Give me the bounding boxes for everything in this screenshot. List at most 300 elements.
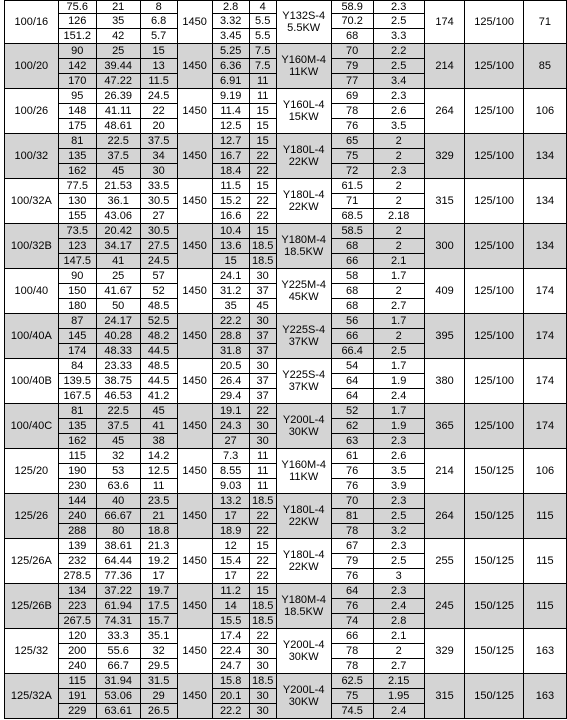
head-cell: 6.8 bbox=[140, 14, 177, 29]
head-cell: 19.7 bbox=[140, 584, 177, 599]
table-row bbox=[5, 449, 567, 464]
flow-ls-cell: 64.44 bbox=[96, 554, 140, 569]
flow-m3h-cell: 135 bbox=[58, 149, 96, 164]
head-cell: 52.5 bbox=[140, 314, 177, 329]
speed-cell: 1450 bbox=[177, 179, 212, 224]
shaft-power-cell: 29.4 bbox=[212, 389, 249, 404]
table-row bbox=[5, 404, 567, 419]
flow-ls-cell: 39.44 bbox=[96, 59, 140, 74]
flange-cell: 125/100 bbox=[465, 359, 523, 404]
flange-cell: 125/100 bbox=[465, 179, 523, 224]
head-cell: 44.5 bbox=[140, 374, 177, 389]
shaft-power-cell: 11.4 bbox=[212, 104, 249, 119]
shaft-power-cell: 9.03 bbox=[212, 479, 249, 494]
extra-value-cell: 134 bbox=[523, 179, 566, 224]
motor-power-label: 22KW bbox=[288, 156, 319, 168]
pump-spec-table bbox=[4, 0, 567, 719]
model-cell: 100/32 bbox=[5, 134, 59, 179]
efficiency-cell: 52 bbox=[331, 404, 373, 419]
head-cell: 17.5 bbox=[140, 599, 177, 614]
motor-cell bbox=[276, 449, 331, 494]
flow-m3h-cell: 84 bbox=[58, 359, 96, 374]
motor-type-label: Y180M-4 bbox=[281, 594, 326, 606]
flow-ls-cell: 63.61 bbox=[96, 704, 140, 719]
flow-m3h-cell: 200 bbox=[58, 644, 96, 659]
npsh-cell: 2.2 bbox=[373, 44, 424, 59]
efficiency-cell: 64 bbox=[331, 584, 373, 599]
motor-power-label: 30KW bbox=[288, 696, 319, 708]
npsh-cell: 2 bbox=[373, 194, 424, 209]
efficiency-cell: 75 bbox=[331, 149, 373, 164]
flange-cell: 150/125 bbox=[465, 629, 523, 674]
motor-kw-cell: 18.5 bbox=[249, 254, 276, 269]
flange-cell: 125/100 bbox=[465, 1, 523, 44]
shaft-power-cell: 2.8 bbox=[212, 1, 249, 14]
model-cell: 125/20 bbox=[5, 449, 59, 494]
motor-kw-cell: 15 bbox=[249, 584, 276, 599]
efficiency-cell: 72 bbox=[331, 164, 373, 179]
flow-m3h-cell: 126 bbox=[58, 14, 96, 29]
flange-cell: 150/125 bbox=[465, 539, 523, 584]
table-row bbox=[5, 494, 567, 509]
flow-ls-cell: 24.17 bbox=[96, 314, 140, 329]
motor-type-label: Y200L-4 bbox=[282, 684, 325, 696]
motor-kw-cell: 22 bbox=[249, 194, 276, 209]
weight-cell: 245 bbox=[424, 584, 465, 629]
model-cell: 125/26A bbox=[5, 539, 59, 584]
motor-power-label: 45KW bbox=[288, 291, 319, 303]
head-cell: 30 bbox=[140, 164, 177, 179]
speed-cell: 1450 bbox=[177, 44, 212, 89]
efficiency-cell: 56 bbox=[331, 314, 373, 329]
flow-ls-cell: 31.94 bbox=[96, 674, 140, 689]
weight-cell: 329 bbox=[424, 134, 465, 179]
efficiency-cell: 79 bbox=[331, 59, 373, 74]
head-cell: 24.5 bbox=[140, 89, 177, 104]
shaft-power-cell: 17.4 bbox=[212, 629, 249, 644]
motor-kw-cell: 15 bbox=[249, 224, 276, 239]
flow-m3h-cell: 278.5 bbox=[58, 569, 96, 584]
motor-kw-cell: 11 bbox=[249, 449, 276, 464]
motor-cell bbox=[276, 314, 331, 359]
npsh-cell: 2.4 bbox=[373, 704, 424, 719]
efficiency-cell: 76 bbox=[331, 479, 373, 494]
flow-ls-cell: 66.7 bbox=[96, 659, 140, 674]
head-cell: 48.5 bbox=[140, 359, 177, 374]
speed-cell: 1450 bbox=[177, 134, 212, 179]
shaft-power-cell: 10.4 bbox=[212, 224, 249, 239]
flow-ls-cell: 43.06 bbox=[96, 209, 140, 224]
flow-m3h-cell: 123 bbox=[58, 239, 96, 254]
npsh-cell: 1.9 bbox=[373, 374, 424, 389]
shaft-power-cell: 5.25 bbox=[212, 44, 249, 59]
head-cell: 11.5 bbox=[140, 74, 177, 89]
shaft-power-cell: 16.6 bbox=[212, 209, 249, 224]
efficiency-cell: 64 bbox=[331, 374, 373, 389]
motor-kw-cell: 22 bbox=[249, 404, 276, 419]
weight-cell: 315 bbox=[424, 674, 465, 719]
flow-ls-cell: 77.36 bbox=[96, 569, 140, 584]
motor-type-label: Y180L-4 bbox=[282, 189, 325, 201]
flow-m3h-cell: 75.6 bbox=[58, 1, 96, 14]
motor-kw-cell: 30 bbox=[249, 689, 276, 704]
flow-m3h-cell: 267.5 bbox=[58, 614, 96, 629]
motor-kw-cell: 22 bbox=[249, 164, 276, 179]
extra-value-cell: 163 bbox=[523, 629, 566, 674]
npsh-cell: 1.95 bbox=[373, 689, 424, 704]
flow-ls-cell: 32 bbox=[96, 449, 140, 464]
shaft-power-cell: 3.32 bbox=[212, 14, 249, 29]
flow-m3h-cell: 139.5 bbox=[58, 374, 96, 389]
motor-kw-cell: 30 bbox=[249, 359, 276, 374]
head-cell: 37.5 bbox=[140, 134, 177, 149]
head-cell: 48.5 bbox=[140, 299, 177, 314]
flow-m3h-cell: 115 bbox=[58, 674, 96, 689]
motor-kw-cell: 22 bbox=[249, 149, 276, 164]
efficiency-cell: 78 bbox=[331, 104, 373, 119]
speed-cell: 1450 bbox=[177, 269, 212, 314]
extra-value-cell: 71 bbox=[523, 1, 566, 44]
head-cell: 22 bbox=[140, 104, 177, 119]
motor-type-label: Y200L-4 bbox=[282, 414, 325, 426]
motor-kw-cell: 30 bbox=[249, 269, 276, 284]
flow-ls-cell: 41.11 bbox=[96, 104, 140, 119]
efficiency-cell: 68 bbox=[331, 299, 373, 314]
npsh-cell: 3.9 bbox=[373, 479, 424, 494]
efficiency-cell: 70 bbox=[331, 44, 373, 59]
efficiency-cell: 76 bbox=[331, 569, 373, 584]
flange-cell: 125/100 bbox=[465, 89, 523, 134]
flow-ls-cell: 38.61 bbox=[96, 539, 140, 554]
motor-kw-cell: 5.5 bbox=[249, 29, 276, 44]
motor-cell bbox=[276, 584, 331, 629]
model-cell: 125/26 bbox=[5, 494, 59, 539]
npsh-cell: 2.5 bbox=[373, 509, 424, 524]
efficiency-cell: 68 bbox=[331, 29, 373, 44]
flow-m3h-cell: 162 bbox=[58, 434, 96, 449]
table-row bbox=[5, 674, 567, 689]
weight-cell: 214 bbox=[424, 44, 465, 89]
flow-ls-cell: 63.6 bbox=[96, 479, 140, 494]
shaft-power-cell: 22.2 bbox=[212, 314, 249, 329]
shaft-power-cell: 35 bbox=[212, 299, 249, 314]
motor-kw-cell: 4 bbox=[249, 1, 276, 14]
motor-type-label: Y225S-4 bbox=[282, 369, 326, 381]
motor-cell bbox=[276, 89, 331, 134]
head-cell: 57 bbox=[140, 269, 177, 284]
flow-ls-cell: 37.5 bbox=[96, 419, 140, 434]
extra-value-cell: 174 bbox=[523, 269, 566, 314]
model-cell: 125/26B bbox=[5, 584, 59, 629]
motor-type-label: Y180M-4 bbox=[281, 234, 326, 246]
shaft-power-cell: 14 bbox=[212, 599, 249, 614]
shaft-power-cell: 6.36 bbox=[212, 59, 249, 74]
speed-cell: 1450 bbox=[177, 674, 212, 719]
weight-cell: 214 bbox=[424, 449, 465, 494]
speed-cell: 1450 bbox=[177, 629, 212, 674]
extra-value-cell: 106 bbox=[523, 449, 566, 494]
flow-ls-cell: 20.42 bbox=[96, 224, 140, 239]
flow-ls-cell: 25 bbox=[96, 44, 140, 59]
shaft-power-cell: 28.8 bbox=[212, 329, 249, 344]
table-row bbox=[5, 134, 567, 149]
flow-m3h-cell: 180 bbox=[58, 299, 96, 314]
flow-ls-cell: 33.3 bbox=[96, 629, 140, 644]
motor-kw-cell: 5.5 bbox=[249, 14, 276, 29]
efficiency-cell: 78 bbox=[331, 524, 373, 539]
motor-cell bbox=[276, 134, 331, 179]
weight-cell: 300 bbox=[424, 224, 465, 269]
extra-value-cell: 174 bbox=[523, 314, 566, 359]
npsh-cell: 2.4 bbox=[373, 599, 424, 614]
flow-ls-cell: 48.33 bbox=[96, 344, 140, 359]
shaft-power-cell: 15.2 bbox=[212, 194, 249, 209]
motor-power-label: 11KW bbox=[289, 471, 319, 483]
motor-kw-cell: 22 bbox=[249, 554, 276, 569]
motor-type-label: Y160M-4 bbox=[281, 459, 326, 471]
flange-cell: 125/100 bbox=[465, 134, 523, 179]
shaft-power-cell: 20.5 bbox=[212, 359, 249, 374]
head-cell: 15.7 bbox=[140, 614, 177, 629]
motor-kw-cell: 15 bbox=[249, 119, 276, 134]
flow-ls-cell: 37.22 bbox=[96, 584, 140, 599]
motor-type-label: Y180L-4 bbox=[282, 549, 325, 561]
npsh-cell: 2.8 bbox=[373, 614, 424, 629]
efficiency-cell: 70.2 bbox=[331, 14, 373, 29]
shaft-power-cell: 19.1 bbox=[212, 404, 249, 419]
efficiency-cell: 68.5 bbox=[331, 209, 373, 224]
table-row bbox=[5, 89, 567, 104]
head-cell: 11 bbox=[140, 479, 177, 494]
flow-ls-cell: 34.17 bbox=[96, 239, 140, 254]
motor-kw-cell: 7.5 bbox=[249, 44, 276, 59]
table-row bbox=[5, 629, 567, 644]
shaft-power-cell: 6.91 bbox=[212, 74, 249, 89]
speed-cell: 1450 bbox=[177, 359, 212, 404]
npsh-cell: 2.7 bbox=[373, 659, 424, 674]
motor-power-label: 15KW bbox=[288, 111, 319, 123]
flow-ls-cell: 21.53 bbox=[96, 179, 140, 194]
extra-value-cell: 85 bbox=[523, 44, 566, 89]
motor-power-label: 37KW bbox=[288, 336, 319, 348]
motor-kw-cell: 22 bbox=[249, 524, 276, 539]
npsh-cell: 2.5 bbox=[373, 554, 424, 569]
flow-ls-cell: 26.39 bbox=[96, 89, 140, 104]
table-row bbox=[5, 224, 567, 239]
flow-m3h-cell: 229 bbox=[58, 704, 96, 719]
npsh-cell: 2.4 bbox=[373, 389, 424, 404]
motor-cell bbox=[276, 269, 331, 314]
motor-kw-cell: 30 bbox=[249, 434, 276, 449]
table-row bbox=[5, 1, 567, 14]
weight-cell: 174 bbox=[424, 1, 465, 44]
speed-cell: 1450 bbox=[177, 89, 212, 134]
shaft-power-cell: 16.7 bbox=[212, 149, 249, 164]
efficiency-cell: 75 bbox=[331, 689, 373, 704]
shaft-power-cell: 22.4 bbox=[212, 644, 249, 659]
table-row bbox=[5, 269, 567, 284]
head-cell: 26.5 bbox=[140, 704, 177, 719]
extra-value-cell: 115 bbox=[523, 584, 566, 629]
motor-cell bbox=[276, 44, 331, 89]
shaft-power-cell: 18.9 bbox=[212, 524, 249, 539]
motor-type-label: Y200L-4 bbox=[282, 639, 325, 651]
flow-ls-cell: 66.67 bbox=[96, 509, 140, 524]
flow-m3h-cell: 148 bbox=[58, 104, 96, 119]
shaft-power-cell: 12.5 bbox=[212, 119, 249, 134]
shaft-power-cell: 7.3 bbox=[212, 449, 249, 464]
flow-m3h-cell: 142 bbox=[58, 59, 96, 74]
shaft-power-cell: 15.4 bbox=[212, 554, 249, 569]
shaft-power-cell: 3.45 bbox=[212, 29, 249, 44]
motor-kw-cell: 22 bbox=[249, 569, 276, 584]
flow-ls-cell: 41 bbox=[96, 254, 140, 269]
motor-kw-cell: 22 bbox=[249, 629, 276, 644]
table-row bbox=[5, 314, 567, 329]
efficiency-cell: 54 bbox=[331, 359, 373, 374]
table-row bbox=[5, 584, 567, 599]
head-cell: 19.2 bbox=[140, 554, 177, 569]
npsh-cell: 1.7 bbox=[373, 314, 424, 329]
motor-power-label: 22KW bbox=[288, 201, 319, 213]
efficiency-cell: 66.4 bbox=[331, 344, 373, 359]
flow-m3h-cell: 232 bbox=[58, 554, 96, 569]
flow-ls-cell: 45 bbox=[96, 434, 140, 449]
shaft-power-cell: 24.3 bbox=[212, 419, 249, 434]
motor-kw-cell: 18.5 bbox=[249, 599, 276, 614]
head-cell: 38 bbox=[140, 434, 177, 449]
efficiency-cell: 66 bbox=[331, 629, 373, 644]
flow-ls-cell: 61.94 bbox=[96, 599, 140, 614]
flow-ls-cell: 46.53 bbox=[96, 389, 140, 404]
flow-m3h-cell: 174 bbox=[58, 344, 96, 359]
weight-cell: 264 bbox=[424, 494, 465, 539]
flow-m3h-cell: 167.5 bbox=[58, 389, 96, 404]
motor-cell bbox=[276, 1, 331, 44]
speed-cell: 1450 bbox=[177, 584, 212, 629]
model-cell: 100/32B bbox=[5, 224, 59, 269]
flow-ls-cell: 36.1 bbox=[96, 194, 140, 209]
head-cell: 20 bbox=[140, 119, 177, 134]
flow-m3h-cell: 115 bbox=[58, 449, 96, 464]
npsh-cell: 1.7 bbox=[373, 359, 424, 374]
flow-ls-cell: 41.67 bbox=[96, 284, 140, 299]
flange-cell: 150/125 bbox=[465, 449, 523, 494]
efficiency-cell: 64 bbox=[331, 389, 373, 404]
flow-m3h-cell: 139 bbox=[58, 539, 96, 554]
head-cell: 44.5 bbox=[140, 344, 177, 359]
motor-type-label: Y160L-4 bbox=[282, 99, 325, 111]
efficiency-cell: 71 bbox=[331, 194, 373, 209]
table-row bbox=[5, 179, 567, 194]
head-cell: 31.5 bbox=[140, 674, 177, 689]
efficiency-cell: 58 bbox=[331, 269, 373, 284]
shaft-power-cell: 15.5 bbox=[212, 614, 249, 629]
npsh-cell: 3.5 bbox=[373, 464, 424, 479]
motor-kw-cell: 11 bbox=[249, 74, 276, 89]
efficiency-cell: 61.5 bbox=[331, 179, 373, 194]
flow-m3h-cell: 81 bbox=[58, 404, 96, 419]
flange-cell: 150/125 bbox=[465, 494, 523, 539]
motor-kw-cell: 37 bbox=[249, 329, 276, 344]
flow-ls-cell: 23.33 bbox=[96, 359, 140, 374]
npsh-cell: 2 bbox=[373, 224, 424, 239]
flow-m3h-cell: 120 bbox=[58, 629, 96, 644]
flow-m3h-cell: 134 bbox=[58, 584, 96, 599]
head-cell: 13 bbox=[140, 59, 177, 74]
npsh-cell: 2.3 bbox=[373, 89, 424, 104]
flow-m3h-cell: 240 bbox=[58, 659, 96, 674]
npsh-cell: 2.5 bbox=[373, 14, 424, 29]
flow-m3h-cell: 135 bbox=[58, 419, 96, 434]
speed-cell: 1450 bbox=[177, 404, 212, 449]
flow-m3h-cell: 95 bbox=[58, 89, 96, 104]
head-cell: 41 bbox=[140, 419, 177, 434]
motor-power-label: 37KW bbox=[288, 381, 319, 393]
flange-cell: 125/100 bbox=[465, 44, 523, 89]
motor-kw-cell: 18.5 bbox=[249, 239, 276, 254]
motor-cell bbox=[276, 359, 331, 404]
weight-cell: 315 bbox=[424, 179, 465, 224]
model-cell: 100/40C bbox=[5, 404, 59, 449]
shaft-power-cell: 17 bbox=[212, 569, 249, 584]
head-cell: 8 bbox=[140, 1, 177, 14]
flange-cell: 150/125 bbox=[465, 584, 523, 629]
motor-type-label: Y180L-4 bbox=[282, 504, 325, 516]
extra-value-cell: 163 bbox=[523, 674, 566, 719]
motor-kw-cell: 11 bbox=[249, 89, 276, 104]
shaft-power-cell: 12 bbox=[212, 539, 249, 554]
efficiency-cell: 70 bbox=[331, 494, 373, 509]
motor-kw-cell: 18.5 bbox=[249, 494, 276, 509]
motor-kw-cell: 30 bbox=[249, 704, 276, 719]
extra-value-cell: 115 bbox=[523, 539, 566, 584]
efficiency-cell: 76 bbox=[331, 119, 373, 134]
weight-cell: 409 bbox=[424, 269, 465, 314]
flow-m3h-cell: 81 bbox=[58, 134, 96, 149]
npsh-cell: 2.3 bbox=[373, 1, 424, 14]
extra-value-cell: 115 bbox=[523, 494, 566, 539]
npsh-cell: 2.3 bbox=[373, 164, 424, 179]
head-cell: 27.5 bbox=[140, 239, 177, 254]
model-cell: 100/26 bbox=[5, 89, 59, 134]
npsh-cell: 2.6 bbox=[373, 449, 424, 464]
efficiency-cell: 81 bbox=[331, 509, 373, 524]
speed-cell: 1450 bbox=[177, 1, 212, 44]
motor-type-label: Y180L-4 bbox=[282, 144, 325, 156]
efficiency-cell: 77 bbox=[331, 74, 373, 89]
npsh-cell: 2.3 bbox=[373, 434, 424, 449]
motor-power-label: 22KW bbox=[288, 516, 319, 528]
efficiency-cell: 68 bbox=[331, 284, 373, 299]
motor-kw-cell: 37 bbox=[249, 344, 276, 359]
shaft-power-cell: 9.19 bbox=[212, 89, 249, 104]
speed-cell: 1450 bbox=[177, 224, 212, 269]
shaft-power-cell: 13.2 bbox=[212, 494, 249, 509]
flow-m3h-cell: 223 bbox=[58, 599, 96, 614]
motor-kw-cell: 11 bbox=[249, 479, 276, 494]
flow-m3h-cell: 190 bbox=[58, 464, 96, 479]
npsh-cell: 3 bbox=[373, 569, 424, 584]
motor-type-label: Y132S-4 bbox=[282, 10, 326, 22]
npsh-cell: 1.9 bbox=[373, 419, 424, 434]
efficiency-cell: 67 bbox=[331, 539, 373, 554]
extra-value-cell: 106 bbox=[523, 89, 566, 134]
efficiency-cell: 76 bbox=[331, 464, 373, 479]
head-cell: 15 bbox=[140, 44, 177, 59]
flow-ls-cell: 48.61 bbox=[96, 119, 140, 134]
head-cell: 45 bbox=[140, 404, 177, 419]
